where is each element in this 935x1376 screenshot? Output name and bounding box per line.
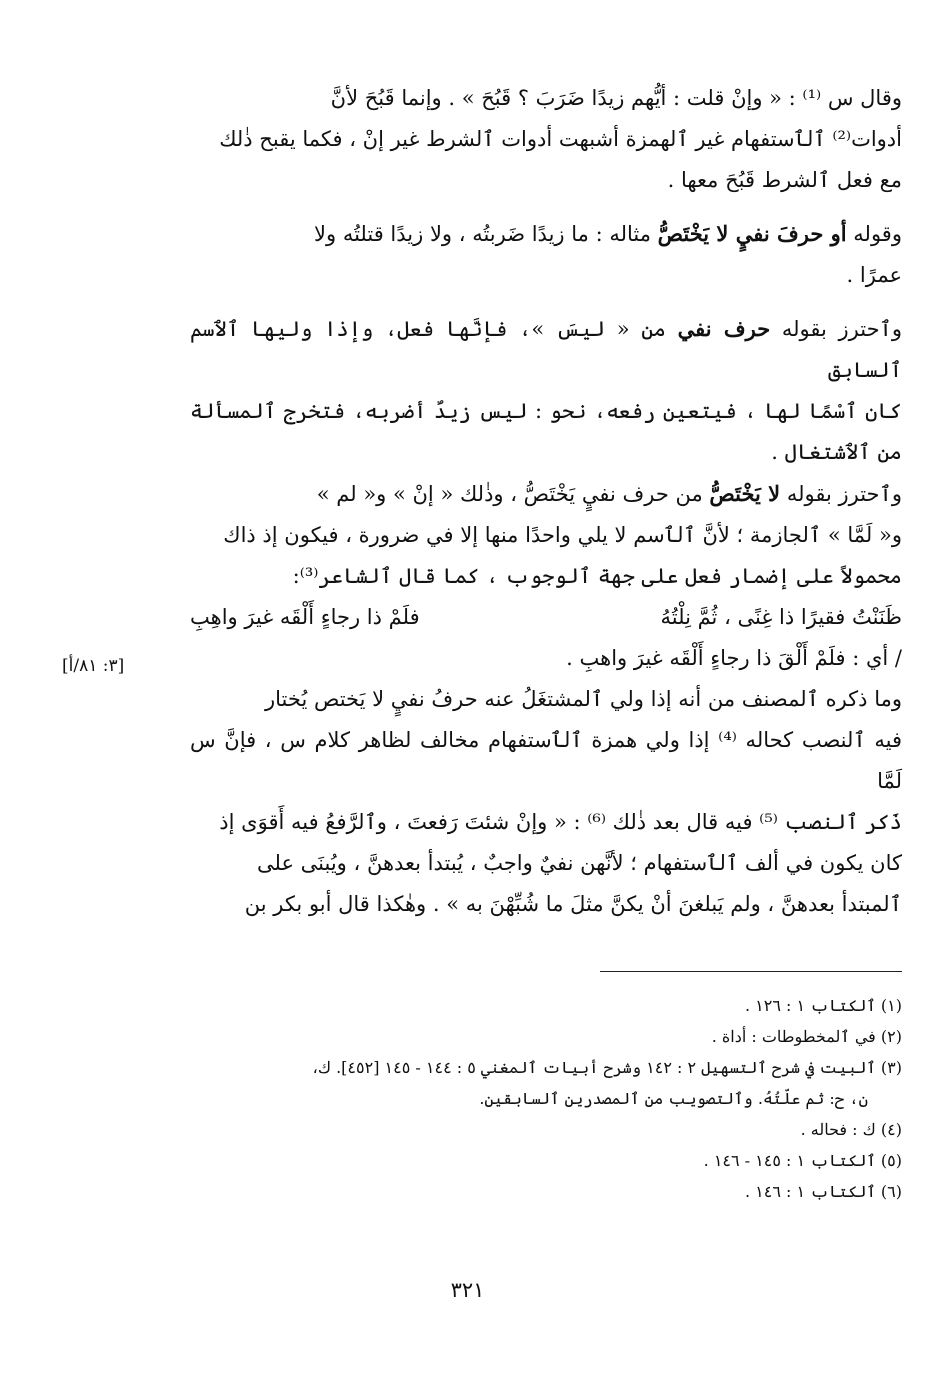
paragraph-1-line-2: أدوات⁽²⁾ ٱلٱستفهام غير ٱلهمزة أشبهت أدوات ٱلشرط غير إنْ ، فكما يقبح ذٰلك (219, 127, 902, 151)
paragraph-3-line-1 (190, 308, 902, 391)
paragraph-6-line-5: ٱلمبتدأ بعدهنَّ ، ولم يَبلغنَ أنْ يكنَّ مثلَ ما شُبِّهْنَ به » . وهٰكذا قال أبو بكر بن (244, 892, 902, 916)
footnote-1: (١) ٱلكتاب ١ : ١٢٦ . (745, 996, 902, 1015)
verse-second-hemistich: فلَمْ ذا رجاءٍ أَلْقَه غيرَ واهِبِ (190, 605, 420, 629)
paragraph-5-line-1: / أي : فلَمْ أَلْقَ ذا رجاءٍ أَلْقَه غيرَ واهبِ . (566, 646, 902, 670)
paragraph-6-line-4: كان يكون في ألف ٱلٱستفهام ؛ لأنَّهن نفيٌ واجبٌ ، يُبتدأ بعدهنَّ ، ويُبنَى على (257, 851, 902, 875)
paragraph-3-quoted-phrase: حرف نفي (677, 316, 771, 341)
paragraph-1-line-1: وقال س ⁽¹⁾ : « وإنْ قلت : أيُّهم زيدًا ضَرَبَ ؟ قَبُحَ » . وإنما قَبُحَ لأنَّ (330, 86, 902, 110)
paragraph-6-line-2: فيه ٱلنصب كحاله ⁽⁴⁾ إذا ولي همزة ٱلٱستفهام مخالف لظاهر كلام س ، فإنَّ س لَمَّا (190, 728, 902, 793)
paragraph-3-suffix: من « ليسَ »، فإنَّها فعل، وإذا وليها ٱلٱسم ٱلسابق (190, 317, 902, 382)
paragraph-2-line-1 (190, 213, 902, 255)
poetry-verse (190, 597, 902, 638)
paragraph-2-suffix: مثاله : ما زيدًا ضَربتُه ، ولا زيدًا قتلتُه ولا (314, 222, 658, 246)
paragraph-4-line-2: و« لَمَّا » ٱلجازمة ؛ لأنَّ ٱلٱسم لا يلي واحدًا منها إلا في ضرورة ، فيكون إذ ذاك (223, 523, 902, 547)
paragraph-3-prefix: وٱحترز بقوله (770, 317, 902, 341)
page-number: ٣٢١ (450, 1278, 485, 1302)
footnotes (180, 990, 902, 1207)
footnote-3-line-2: ن، ح: ثم علّتُهُ. وٱلتصويب من ٱلمصدرين ٱلسابقين. (479, 1089, 868, 1108)
footnote-3-line-1: (٣) ٱلبيت في شرح ٱلتسهيل ٢ : ١٤٢ وشرح أبيات ٱلمغني ٥ : ١٤٤ - ١٤٥ [٤٥٢]. ك، (312, 1058, 902, 1077)
paragraph-4-suffix: من حرف نفيٍ يَخْتَصُّ ، وذٰلك « إنْ » و« لم » (316, 482, 710, 506)
verse-first-hemistich: ظَنَنْتُ فقيرًا ذا غِنًى ، ثُمَّ نِلْتُهُ (660, 605, 902, 629)
footnote-6: (٦) ٱلكتاب ١ : ١٤٦ . (745, 1182, 902, 1201)
footnote-4: (٤) ك : فحاله . (800, 1120, 902, 1139)
paragraph-4-quoted-phrase: لا يَخْتَصُّ (709, 481, 781, 506)
paragraph-6-line-3: ذَكر ٱلنصب ⁽⁵⁾ فيه قال بعد ذٰلك ⁽⁶⁾ : « وإنْ شئتَ رَفعتَ ، وٱلرَّفعُ فيه أَقوَى إذ (219, 810, 902, 834)
paragraph-6-line-1: وما ذكره ٱلمصنف من أنه إذا ولي ٱلمشتغَلُ عنه حرفُ نفيٍ لا يَختص يُختار (265, 687, 902, 711)
paragraph-4-line-3: محمولاً على إضمار فعل على جهة ٱلوجوب ، كما قال ٱلشاعر⁽³⁾: (292, 564, 902, 588)
manuscript-folio-reference: [٣: ٨١/أ] (62, 656, 125, 676)
paragraph-3-line-2: كان ٱسْمًا لها ، فيتعين رفعه، نحو : ليس زيدٌ أضربه، فتخرج ٱلمسألة من ٱلٱشتغال . (190, 399, 902, 464)
paragraph-2-line-2: عمرًا . (846, 263, 902, 287)
footnote-divider (600, 971, 902, 972)
paragraph-2-quoted-phrase: أو حرفَ نفيٍ لا يَخْتَصُّ (657, 221, 847, 246)
footnote-5: (٥) ٱلكتاب ١ : ١٤٥ - ١٤٦ . (703, 1151, 902, 1170)
main-text (190, 78, 902, 925)
footnote-2: (٢) في ٱلمخطوطات : أداة . (711, 1027, 902, 1046)
paragraph-4-line-1 (190, 473, 902, 515)
paragraph-2-prefix: وقوله (846, 222, 902, 246)
paragraph-4-prefix: وٱحترز بقوله (780, 482, 902, 506)
paragraph-1-line-3: مع فعل ٱلشرط قَبُحَ معها . (667, 168, 902, 192)
